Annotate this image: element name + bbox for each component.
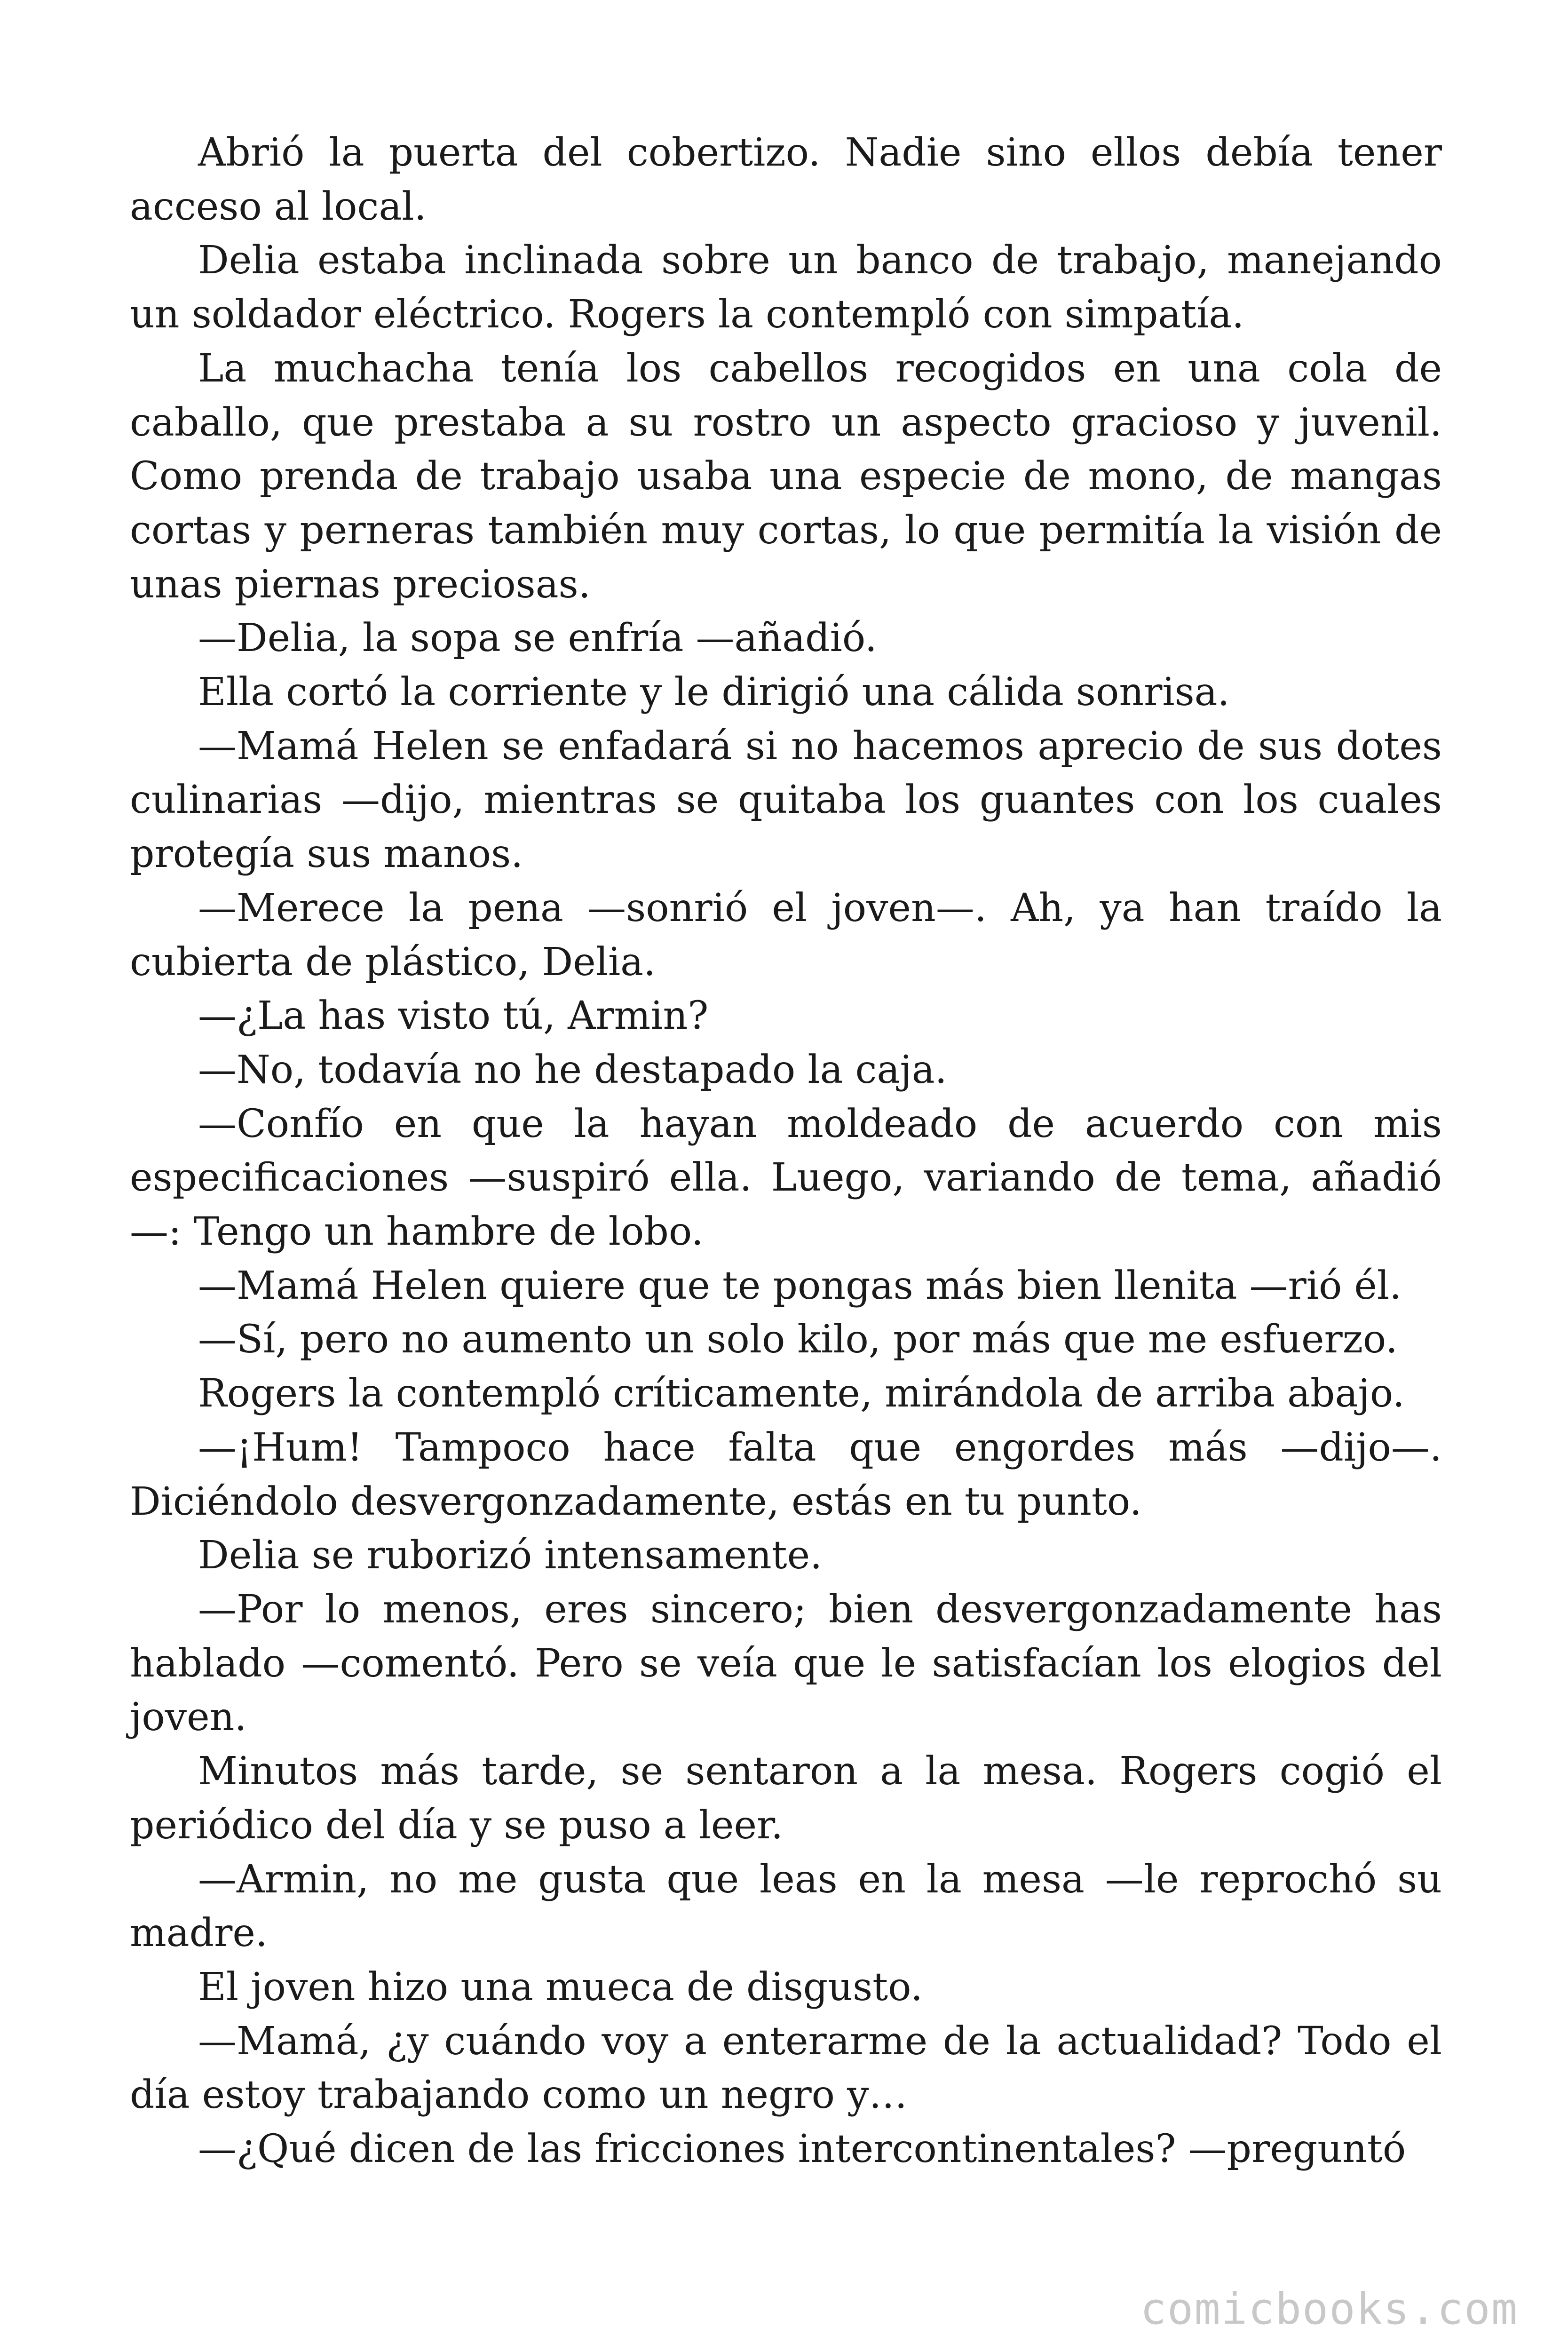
watermark: comicbooks.com	[1140, 2284, 1518, 2334]
paragraph: —Sí, pero no aumento un solo kilo, por más que me esfuerzo.	[198, 1317, 1398, 1362]
paragraph: —¿Qué dicen de las fricciones intercontinentales? —preguntó	[198, 2127, 1406, 2172]
paragraph: —Confío en que la hayan moldeado de acuerdo con mis especificaciones —suspiró ella. Luego, variando de tema, añadió—: Tengo un hambre de lobo.	[130, 1101, 1442, 1255]
paragraph: —Armin, no me gusta que leas en la mesa —le reprochó su madre.	[130, 1857, 1442, 1956]
paragraph: El joven hizo una mueca de disgusto.	[198, 1964, 923, 2010]
paragraph: —Por lo menos, eres sincero; bien desvergonzadamente has hablado —comentó. Pero se veía que le satisfacían los elogios del joven.	[130, 1587, 1442, 1740]
paragraph: —Mamá Helen quiere que te pongas más bien llenita —rió él.	[198, 1263, 1402, 1308]
paragraph: La muchacha tenía los cabellos recogidos en una cola de caballo, que prestaba a su rostro un aspecto gracioso y juvenil. Como prenda de trabajo usaba una especie de mono, de mangas cortas y perneras también muy cortas, lo que permitía la visión de unas piernas preciosas.	[130, 346, 1442, 607]
page-body-text	[130, 126, 1442, 2177]
paragraph: —Mamá Helen se enfadará si no hacemos aprecio de sus dotes culinarias —dijo, mientras se quitaba los guantes con los cuales protegía sus manos.	[130, 723, 1442, 877]
paragraph: Rogers la contempló críticamente, mirándola de arriba abajo.	[198, 1371, 1405, 1416]
paragraph: —Merece la pena —sonrió el joven—. Ah, ya han traído la cubierta de plástico, Delia.	[130, 885, 1442, 985]
paragraph: Ella cortó la corriente y le dirigió una cálida sonrisa.	[198, 670, 1230, 715]
paragraph: —Delia, la sopa se enfría —añadió.	[198, 616, 877, 661]
paragraph: Minutos más tarde, se sentaron a la mesa. Rogers cogió el periódico del día y se puso a leer.	[130, 1749, 1442, 1848]
paragraph: Abrió la puerta del cobertizo. Nadie sino ellos debía tener acceso al local.	[130, 130, 1442, 229]
paragraph: —¿La has visto tú, Armin?	[198, 993, 709, 1039]
paragraph: —No, todavía no he destapado la caja.	[198, 1047, 947, 1092]
paragraph: —Mamá, ¿y cuándo voy a enterarme de la actualidad? Todo el día estoy trabajando como un negro y…	[130, 2018, 1442, 2118]
paragraph: Delia estaba inclinada sobre un banco de trabajo, manejando un soldador eléctrico. Rogers la contempló con simpatía.	[130, 238, 1442, 337]
paragraph: —¡Hum! Tampoco hace falta que engordes más —dijo—. Diciéndolo desvergonzadamente, estás en tu punto.	[130, 1425, 1442, 1524]
paragraph: Delia se ruborizó intensamente.	[198, 1533, 823, 1578]
